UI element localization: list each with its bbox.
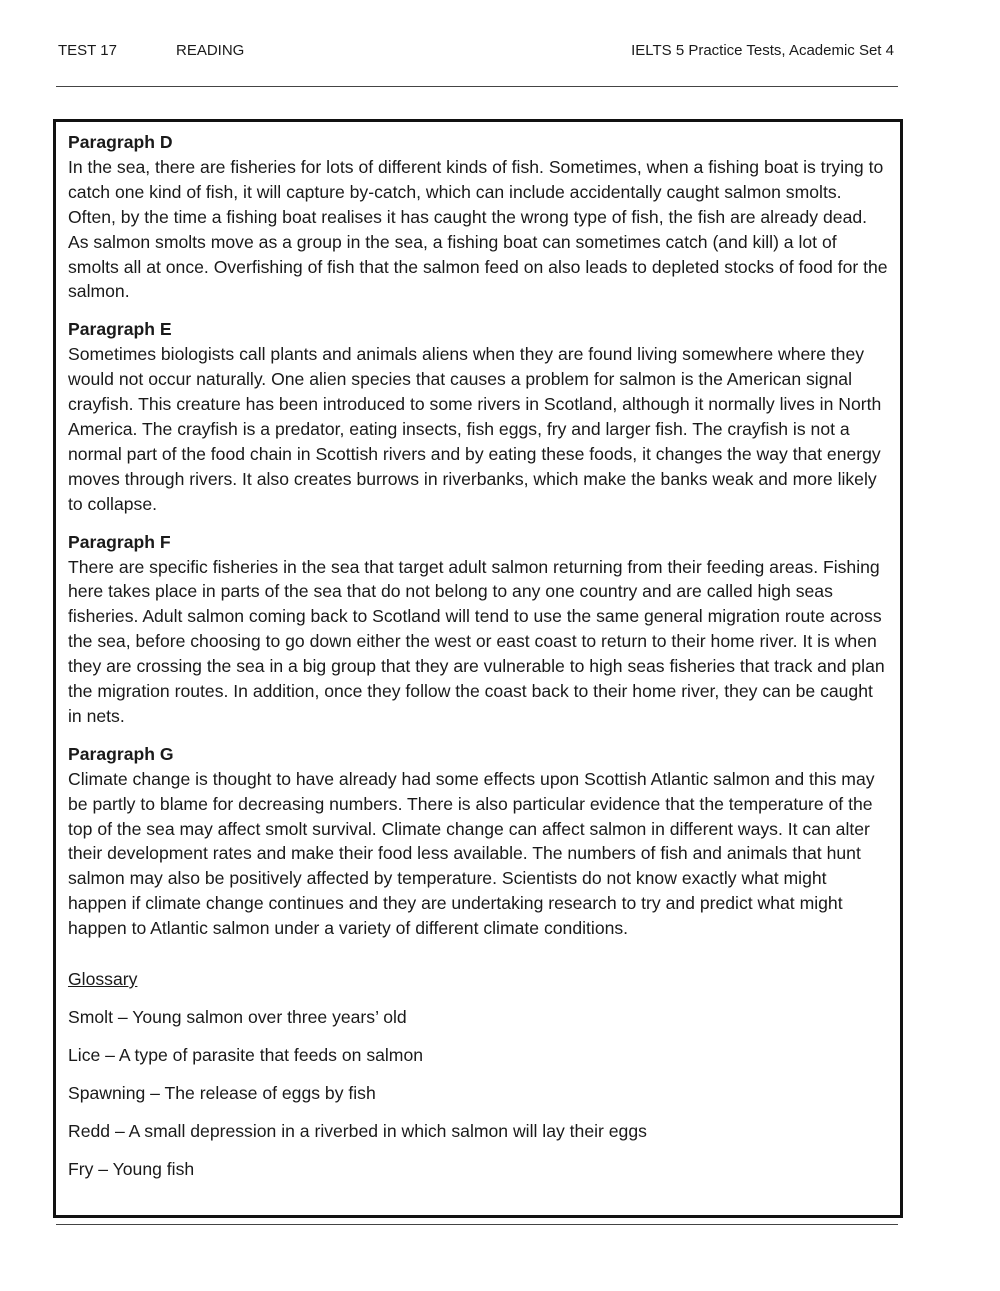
- paragraph-e: [68, 317, 890, 516]
- glossary-item: Spawning – The release of eggs by fish: [68, 1082, 376, 1103]
- glossary-item: Smolt – Young salmon over three years’ old: [68, 1007, 407, 1027]
- paragraph-title: Paragraph F: [68, 531, 171, 552]
- book-title: IELTS 5 Practice Tests, Academic Set 4: [631, 42, 894, 59]
- paragraph-g: [68, 742, 890, 941]
- passage-content: [68, 130, 890, 1195]
- page-header: [58, 42, 898, 66]
- glossary-item: Redd – A small depression in a riverbed in which salmon will lay their eggs: [68, 1120, 647, 1141]
- glossary-item: Fry – Young fish: [68, 1158, 195, 1179]
- paragraph-f: [68, 530, 890, 729]
- test-number: TEST 17: [58, 42, 117, 59]
- section-label: READING: [176, 42, 245, 59]
- paragraph-title: Paragraph E: [68, 319, 172, 340]
- glossary-title: Glossary: [68, 969, 138, 990]
- paragraph-text: Climate change is thought to have already had some effects upon Scottish Atlantic salmon and this may be partly to blame for decreasing numbers. There is also particular evidence that the temperature of the top of the sea may affect smolt survival. Climate change can affect salmon in different ways. It can alter their development rates and make their food less available. The numbers of fish and animals that hunt salmon may also be positively affected by temperature. Scientists do not know exactly what might happen if climate change continues and they are undertaking research to try and predict what might happen to Atlantic salmon under a variety of different climate conditions.: [68, 768, 875, 939]
- paragraph-text: There are specific fisheries in the sea that target adult salmon returning from their feeding areas. Fishing here takes place in parts of the sea that do not belong to any one country and are called high seas fisheries. Adult salmon coming back to Scotland will tend to use the same general migration route across the sea, before choosing to go down either the west or east coast to return to their home river. It is when they are crossing the sea in a big group that they are vulnerable to high seas fisheries that track and plan the migration routes. In addition, once they follow the coast back to their home river, they can be caught in nets.: [68, 556, 885, 726]
- paragraph-text: In the sea, there are fisheries for lots of different kinds of fish. Sometimes, when a fishing boat is trying to catch one kind of fish, it will capture by-catch, which can include accidentally caught salmon smolts. Often, by the time a fishing boat realises it has caught the wrong type of fish, the fish are already dead. As salmon smolts move as a group in the sea, a fishing boat can sometimes catch (and kill) a lot of smolts all at once. Overfishing of fish that the salmon feed on also leads to depleted stocks of food for the salmon.: [68, 156, 888, 302]
- paragraph-title: Paragraph D: [68, 132, 173, 152]
- paragraph-d: [68, 130, 890, 304]
- glossary-item: Lice – A type of parasite that feeds on salmon: [68, 1044, 424, 1065]
- paragraph-title: Paragraph G: [68, 743, 174, 764]
- reading-passage-box: [53, 119, 903, 1218]
- header-divider: [56, 86, 898, 87]
- footer-divider: [56, 1224, 898, 1225]
- paragraph-text: Sometimes biologists call plants and animals aliens when they are found living somewhere where they would not occur naturally. One alien species that causes a problem for salmon is the American signal crayfish. This creature has been introduced to some rivers in Scotland, although it normally lives in North America. The crayfish is a predator, eating insects, fish eggs, fry and larger fish. The crayfish is not a normal part of the food chain in Scottish rivers and by eating these foods, it changes the way that energy moves through rivers. It also creates burrows in riverbanks, which make the banks weak and more likely to collapse.: [68, 344, 882, 514]
